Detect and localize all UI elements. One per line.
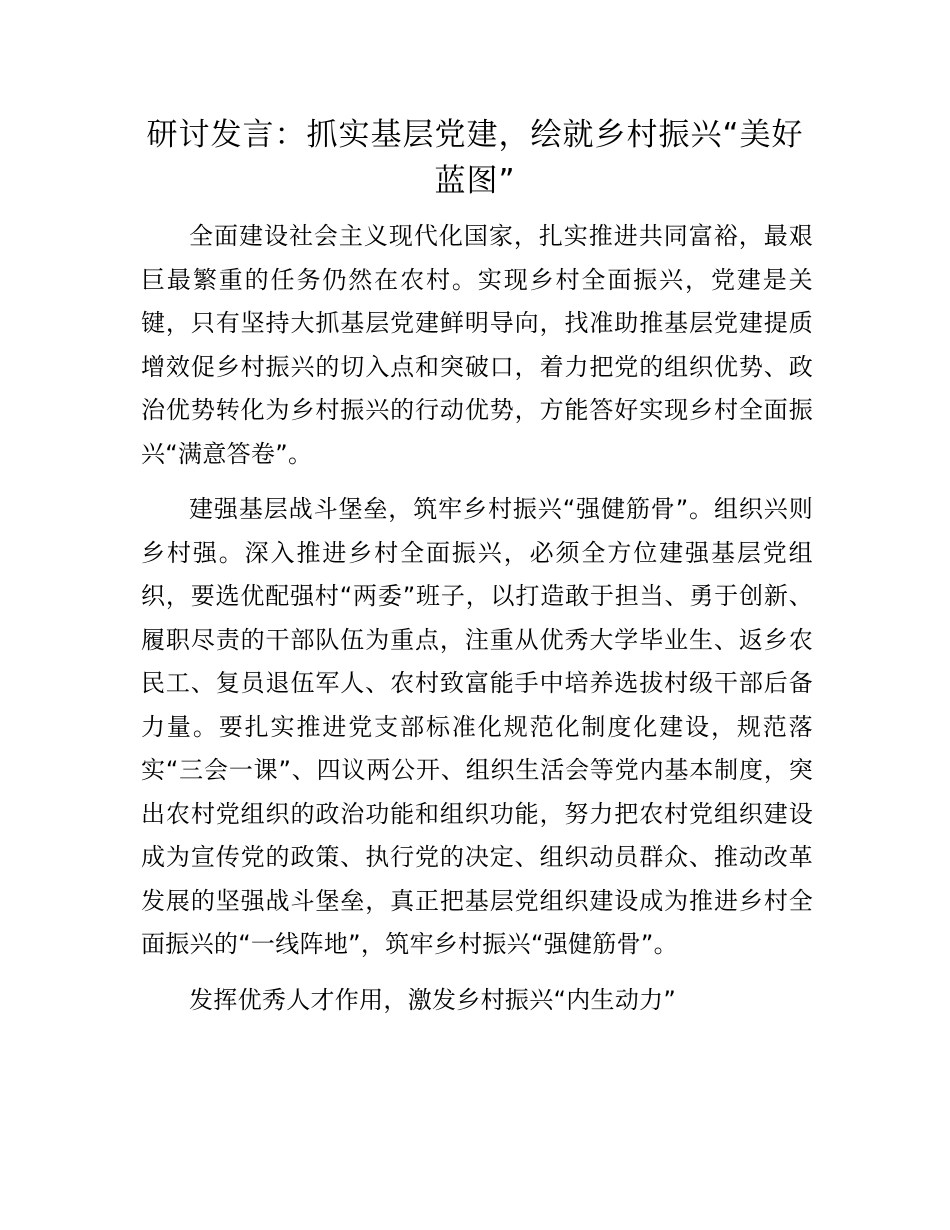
document-body [141,215,813,1022]
paragraph-intro: 全面建设社会主义现代化国家，扎实推进共同富裕，最艰巨最繁重的任务仍然在农村。实现乡村全面振兴，党建是关键，只有坚持大抓基层党建鲜明导向，找准助推基层党建提质增效促乡村振兴的切入点和突破口，着力把党的组织优势、政治优势转化为乡村振兴的行动优势，方能答好实现乡村全面振兴“满意答卷”。 [141,222,813,468]
paragraph-talent-heading: 发挥优秀人才作用，激发乡村振兴“内生动力” [189,985,677,1014]
document-title: 研讨发言：抓实基层党建，绘就乡村振兴“美好蓝图” [146,117,804,199]
paragraph-strengthen-organization: 建强基层战斗堡垒，筑牢乡村振兴“强健筋骨”。组织兴则乡村强。深入推进乡村全面振兴，必须全方位建强基层党组织，要选优配强村“两委”班子，以打造敢于担当、勇于创新、履职尽责的干部队伍为重点，注重从优秀大学毕业生、返乡农民工、复员退伍军人、农村致富能手中培养选拔村级干部后备力量。要扎实推进党支部标准化规范化制度化建设，规范落实“三会一课”、四议两公开、组织生活会等党内基本制度，突出农村党组织的政治功能和组织功能，努力把农村党组织建设成为宣传党的政策、执行党的决定、组织动员群众、推动改革发展的坚强战斗堡垒，真正把基层党组织建设成为推进乡村全面振兴的“一线阵地”，筑牢乡村振兴“强健筋骨”。 [141,495,813,958]
